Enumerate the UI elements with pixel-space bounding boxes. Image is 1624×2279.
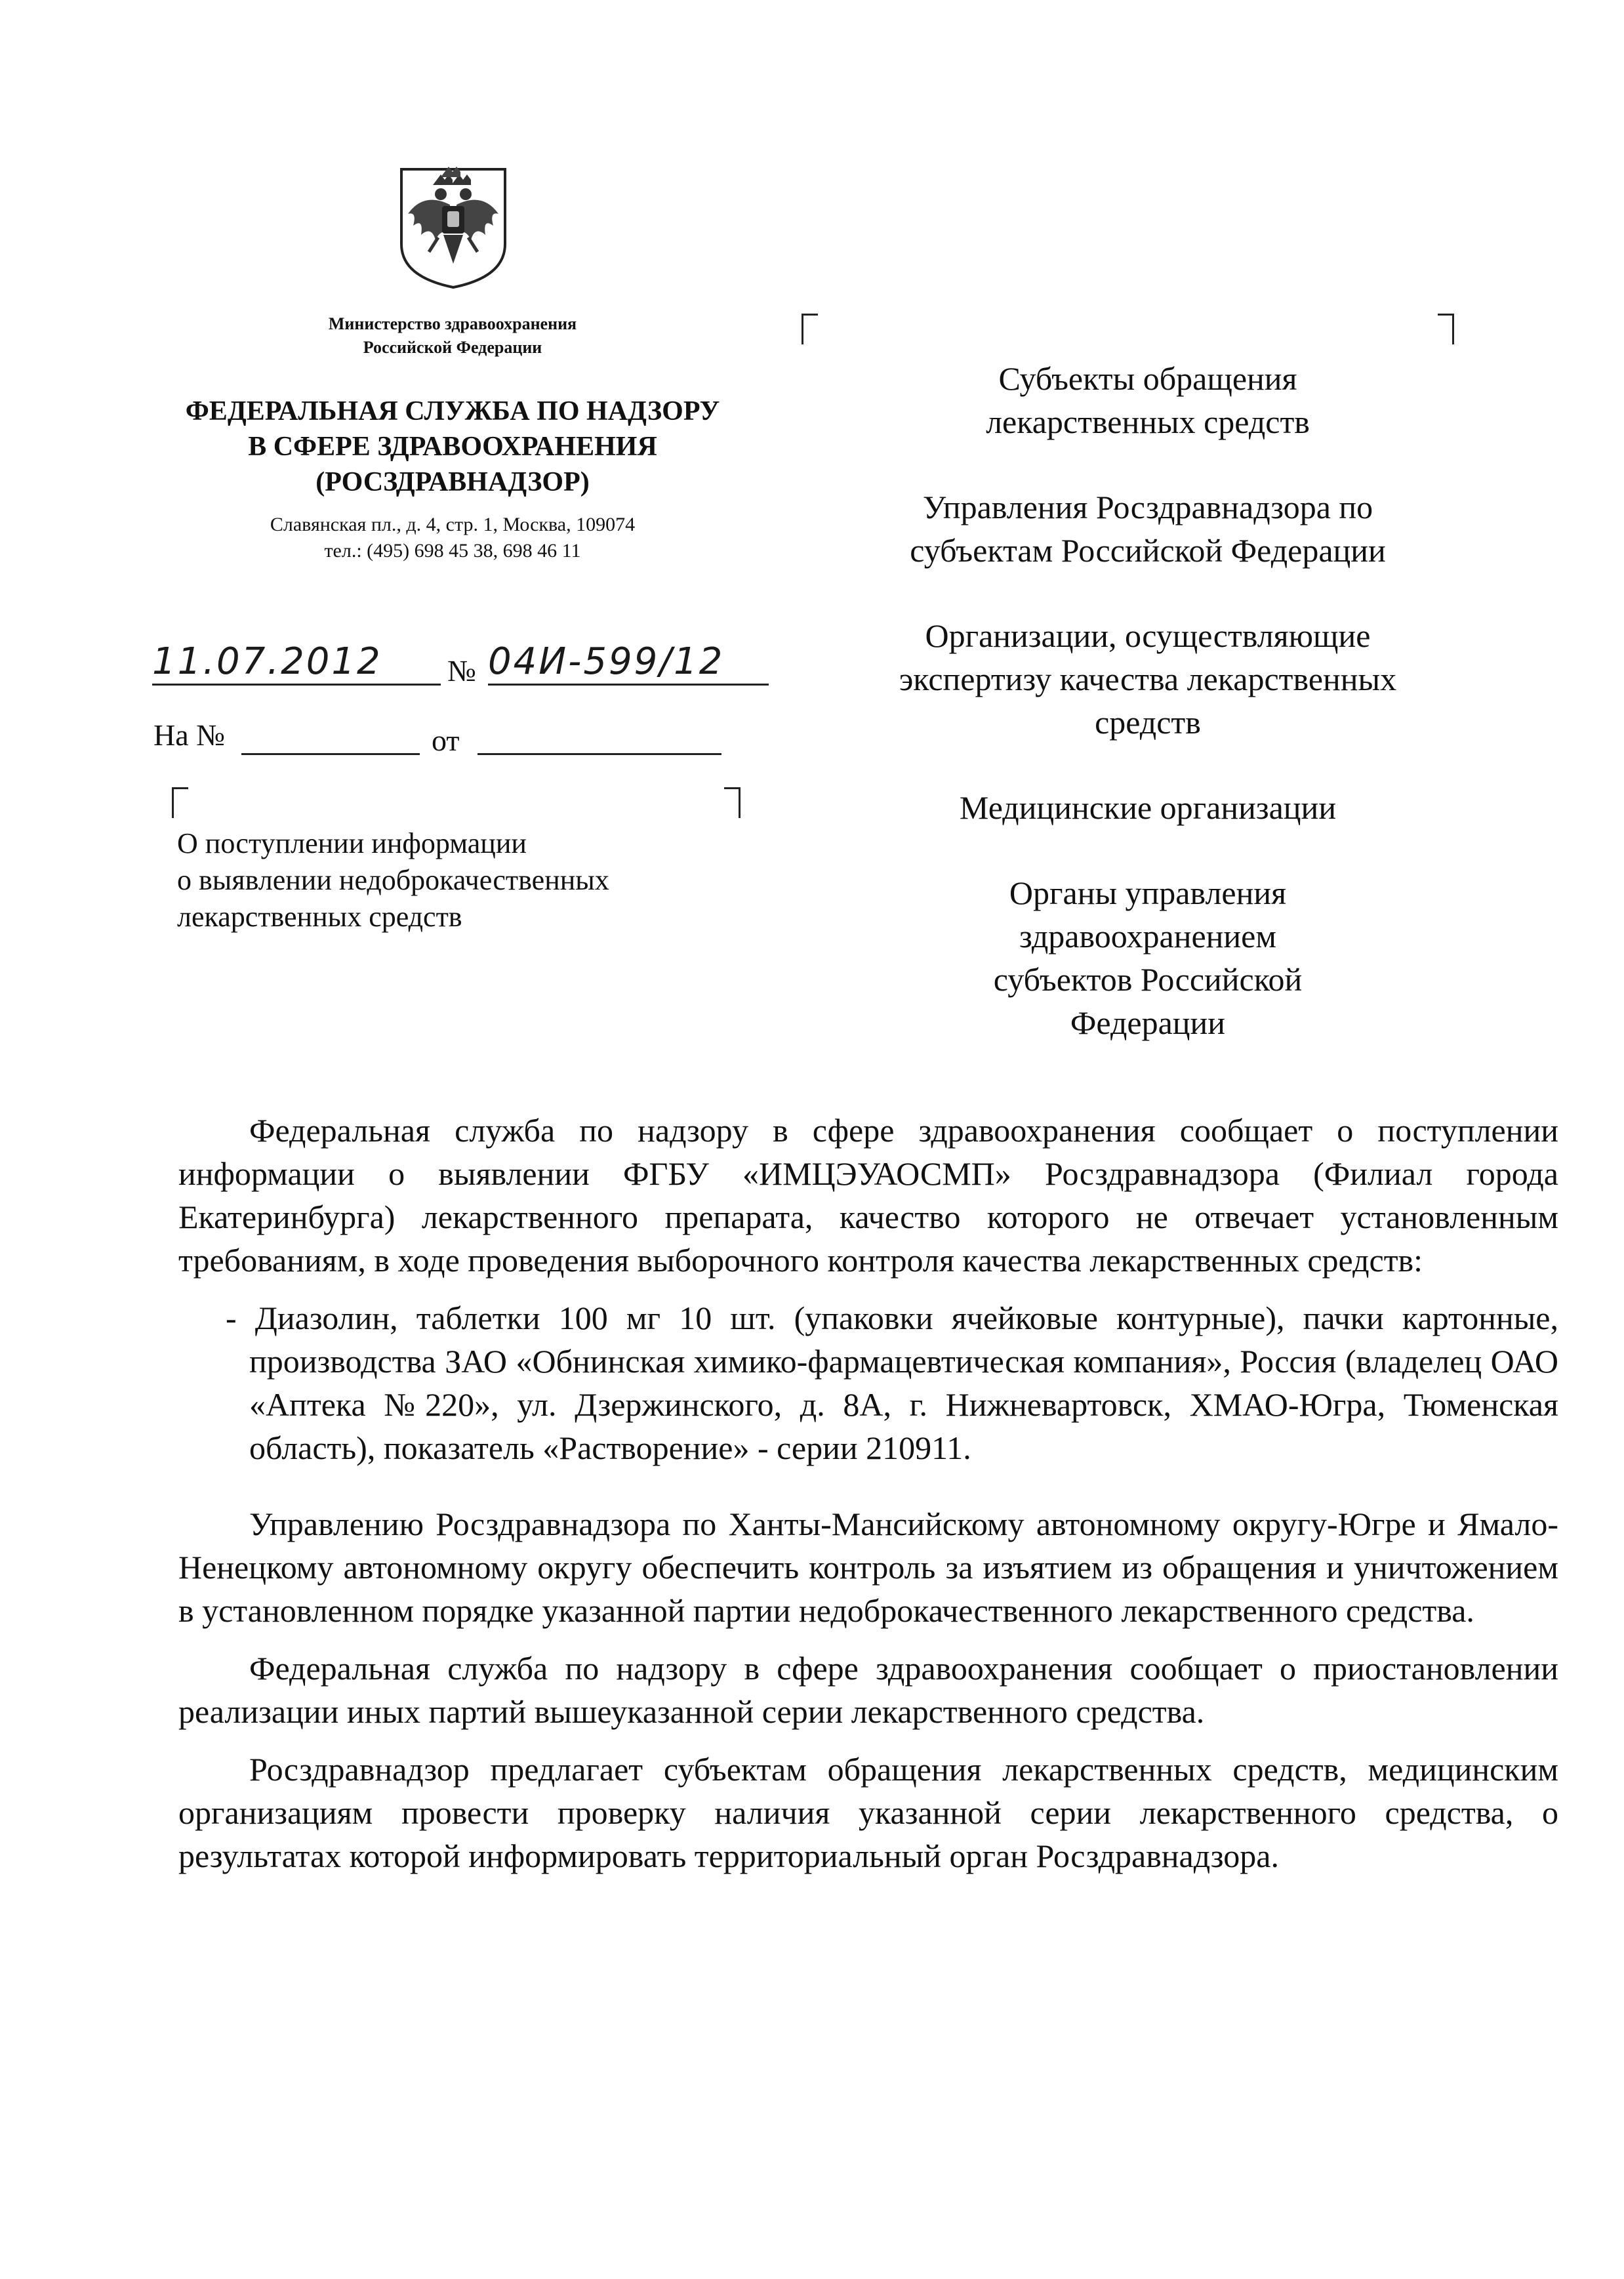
service-line: (РОСЗДРАВНАДЗОР): [315, 467, 590, 497]
addressee: Органы управления здравоохранением субъектов Российской Федерации: [993, 874, 1303, 1041]
address-line: тел.: (495) 698 45 38, 698 46 11: [324, 540, 581, 562]
address-line: Славянская пл., д. 4, стр. 1, Москва, 109074: [270, 514, 636, 535]
ministry-line: Российской Федерации: [363, 338, 542, 357]
addressee-list: [833, 357, 1463, 1086]
address-bracket-left: [802, 314, 818, 344]
addressee: Субъекты обращения лекарственных средств: [986, 360, 1310, 440]
address-bracket-right: [1438, 314, 1454, 344]
subject-bracket-left: [172, 787, 188, 818]
addressee: Управления Росздравнадзора по субъектам Российской Федерации: [910, 489, 1386, 569]
number-field: [488, 640, 769, 686]
letter-body: [178, 1109, 1558, 1892]
service-line: ФЕДЕРАЛЬНАЯ СЛУЖБА ПО НАДЗОРУ: [185, 396, 720, 426]
number-label: №: [447, 654, 476, 688]
date-field: [152, 640, 441, 686]
ministry-name: [249, 312, 656, 359]
body-paragraph: Управлению Росздравнадзора по Ханты-Мансийскому автономному округу-Югре и Ямало-Ненецкому автономному округу обеспечить контроль за изъятием из обращения и уничтожением в установленном порядке указанной партии недоброкачественного лекарственного средства.: [178, 1506, 1558, 1629]
service-address: [164, 512, 741, 564]
ref-label: На №: [153, 718, 226, 752]
body-paragraph: Федеральная служба по надзору в сфере здравоохранения сообщает о приостановлении реализации иных партий вышеуказанной серии лекарственного средства.: [178, 1650, 1558, 1730]
ref-number-blank: [241, 729, 420, 755]
from-label: от: [432, 724, 460, 757]
defective-drug-item: - Диазолин, таблетки 100 мг 10 шт. (упаковки ячейковые контурные), пачки картонные, производства ЗАО «Обнинская химико-фармацевтическая компания», Россия (владелец ОАО «Аптека №220», ул. Дзержинского, д. 8А, г. Нижневартовск, ХМАО-Югра, Тюменская область), показатель «Растворение» - серии 210911.: [226, 1300, 1558, 1466]
subject-bracket-right: [724, 787, 741, 818]
subject-line: лекарственных средств: [177, 901, 462, 933]
service-name: [131, 394, 774, 500]
emblem-icon: [397, 165, 509, 290]
document-date: 11.07.2012: [152, 640, 382, 683]
subject-line: о выявлении недоброкачественных: [177, 864, 609, 896]
defective-drug-list: [178, 1296, 1558, 1469]
letter-subject: [177, 825, 741, 935]
ministry-line: Министерство здравоохранения: [328, 314, 577, 333]
subject-line: О поступлении информации: [177, 827, 527, 859]
body-paragraph: Росздравнадзор предлагает субъектам обращения лекарственных средств, медицинским организациям провести проверку наличия указанной серии лекарственного средства, о результатах которой информировать территориальный орган Росздравнадзора.: [178, 1751, 1558, 1874]
service-line: В СФЕРЕ ЗДРАВООХРАНЕНИЯ: [248, 432, 657, 462]
document-number: 04И-599/12: [488, 640, 725, 683]
body-paragraph: Федеральная служба по надзору в сфере здравоохранения сообщает о поступлении информации о выявлении ФГБУ «ИМЦЭУАОСМП» Росздравнадзора (Филиал города Екатеринбурга) лекарственного препарата, качество которого не отвечает установленным требованиям, в ходе проведения выборочного контроля качества лекарственных средств:: [178, 1112, 1558, 1279]
ref-date-blank: [477, 729, 721, 755]
addressee: Медицинские организации: [959, 789, 1337, 826]
addressee: Организации, осуществляющие экспертизу качества лекарственных средств: [899, 617, 1397, 741]
